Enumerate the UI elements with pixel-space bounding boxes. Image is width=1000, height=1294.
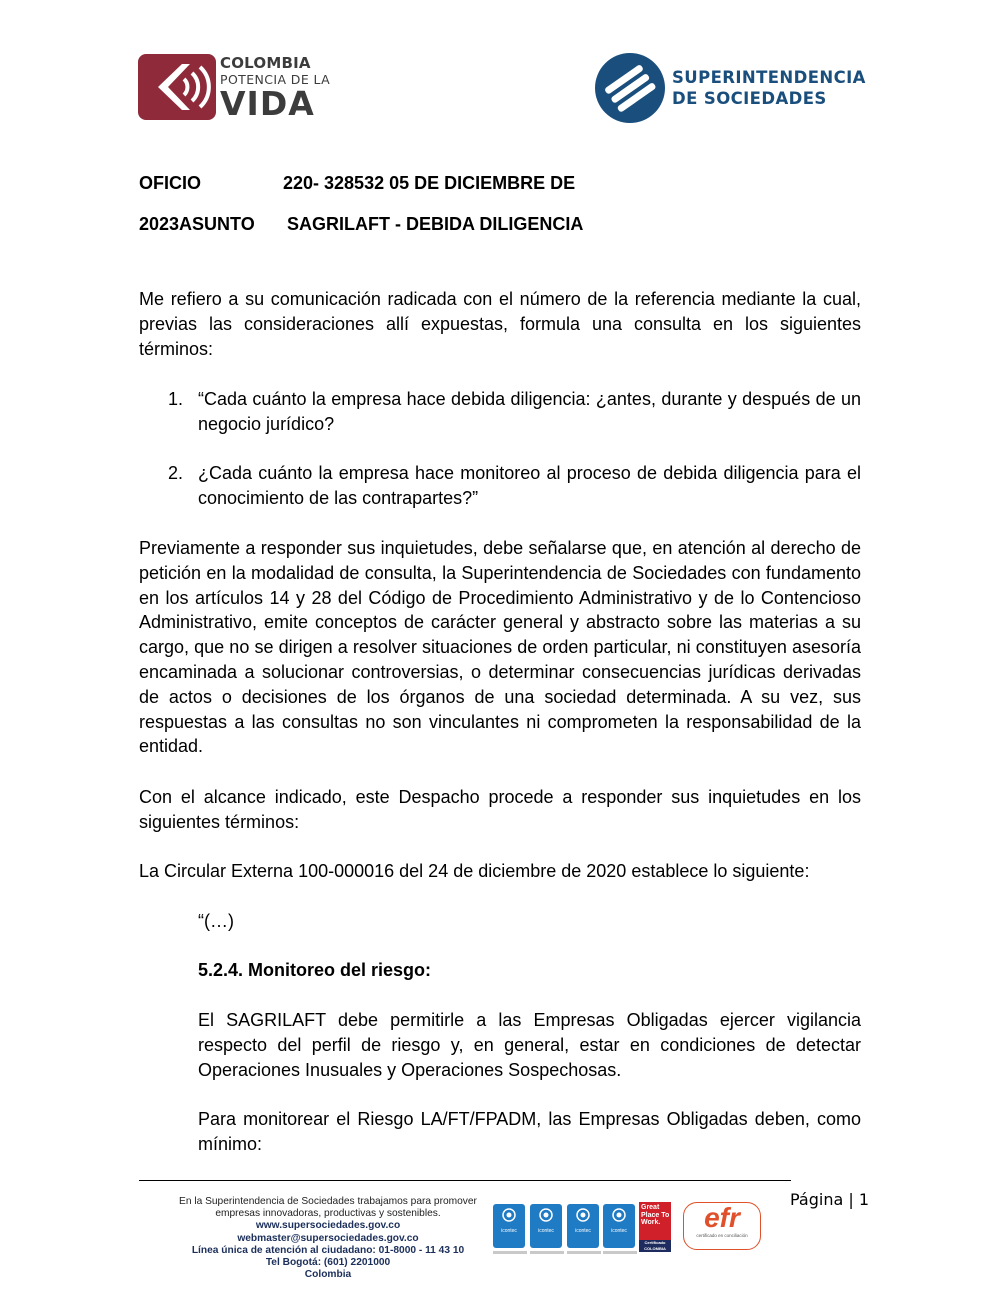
footer-line: empresas innovadoras, productivas y sostenibles. — [215, 1208, 441, 1220]
asunto-value: SAGRILAFT - DEBIDA DILIGENCIA — [287, 214, 584, 234]
colombia-logo-mark-icon — [138, 54, 216, 120]
list-item-text: ¿Cada cuánto la empresa hace monitoreo al proceso de debida diligencia para el conocimiento de las contrapartes?” — [198, 463, 861, 508]
page-number: Página | 1 — [790, 1190, 870, 1209]
icontec-certification-icon — [493, 1204, 525, 1248]
preamble-paragraph: Previamente a responder sus inquietudes, debe señalarse que, en atención al derecho de petición en la modalidad de consulta, la Superintendencia de Sociedades con fundamento en los artículos 14 y 28 del Código de Procedimiento Administrativo y de lo Contencioso Administrativo, emite conceptos de carácter general y abstracto sobre las materias a su cargo, que no se dirigen a resolver situaciones de orden particular, ni constituyen asesoría encaminada a solucionar controversias, o determinar consecuencias jurídicas derivadas de actos o decisiones de los órganos de una sociedad determinada. A su vez, sus respuestas a las consultas no son vinculantes ni comprometen la responsabilidad de la entidad. — [139, 538, 861, 757]
icontec-certification-icon — [567, 1204, 599, 1248]
icontec-certification-icon — [603, 1204, 635, 1248]
asunto-label: 2023ASUNTO — [139, 214, 255, 234]
great-place-to-work-badge — [639, 1202, 671, 1252]
logo-line-de-sociedades: DE SOCIEDADES — [672, 89, 827, 108]
footer-divider — [139, 1180, 791, 1181]
cert-underline — [493, 1251, 527, 1254]
oficio-label: OFICIO — [139, 173, 201, 193]
quote-section-heading: 5.2.4. Monitoreo del riesgo: — [198, 960, 432, 980]
intro-paragraph: Me refiero a su comunicación radicada con el número de la referencia mediante la cual, previas las consideraciones allí expuestas, formula una consulta en los siguientes términos: — [139, 289, 861, 359]
footer-contact-block — [178, 1196, 478, 1281]
cert-underline — [603, 1251, 637, 1254]
footer-website-link[interactable]: www.supersociedades.gov.co — [255, 1220, 401, 1232]
logo-line-vida: VIDA — [220, 84, 315, 123]
list-item-number: 2. — [168, 463, 184, 483]
logo-line-potencia: POTENCIA DE LA — [220, 72, 331, 87]
great-place-label: Great Place To Work. — [641, 1204, 670, 1226]
great-place-sublabel: Certificado COLOMBIA — [639, 1240, 671, 1252]
cert-label: icontec — [538, 1228, 554, 1234]
logo-line-colombia: COLOMBIA — [220, 54, 311, 72]
quote-open: “(…) — [198, 911, 234, 931]
footer-phone-bogota: Tel Bogotá: (601) 2201000 — [265, 1257, 391, 1269]
efr-logo-text: efr — [704, 1202, 740, 1233]
footer-email-link[interactable]: webmaster@supersociedades.gov.co — [237, 1232, 419, 1244]
certification-badges — [493, 1204, 768, 1266]
footer-line: En la Superintendencia de Sociedades trabajamos para promover — [179, 1196, 477, 1207]
list-item-number: 1. — [168, 389, 184, 409]
superintendencia-de-sociedades-logo — [594, 52, 884, 126]
quote-paragraph: El SAGRILAFT debe permitirle a las Empresas Obligadas ejercer vigilancia respecto del perfil de riesgo y, en general, estar en condiciones de detectar Operaciones Inusuales y Operaciones Sospechosas. — [198, 1010, 861, 1080]
footer-phone-line: Línea única de atención al ciudadano: 01-8000 - 11 43 10 — [191, 1244, 465, 1256]
cert-underline — [530, 1251, 564, 1254]
logo-line-superintendencia: SUPERINTENDENCIA — [672, 68, 866, 87]
cert-label: icontec — [501, 1228, 517, 1234]
circular-reference-paragraph: La Circular Externa 100-000016 del 24 de diciembre de 2020 establece lo siguiente: — [139, 861, 810, 881]
cert-label: icontec — [611, 1228, 627, 1234]
cert-label: icontec — [575, 1228, 591, 1234]
icontec-certification-icon — [530, 1204, 562, 1248]
list-item-text: “Cada cuánto la empresa hace debida diligencia: ¿antes, durante y después de un negocio jurídico? — [198, 389, 861, 434]
efr-certification-badge — [683, 1202, 761, 1250]
colombia-potencia-de-la-vida-logo — [138, 52, 338, 124]
footer-country: Colombia — [304, 1269, 352, 1281]
oficio-number-date: 220- 328532 05 DE DICIEMBRE DE — [283, 173, 576, 193]
quote-paragraph: Para monitorear el Riesgo LA/FT/FPADM, las Empresas Obligadas deben, como mínimo: — [198, 1109, 861, 1154]
efr-sublabel: certificado en conciliación — [696, 1233, 748, 1238]
supersociedades-emblem-icon — [594, 52, 666, 124]
scope-paragraph: Con el alcance indicado, este Despacho procede a responder sus inquietudes en los siguientes términos: — [139, 787, 861, 832]
cert-underline — [567, 1251, 601, 1254]
